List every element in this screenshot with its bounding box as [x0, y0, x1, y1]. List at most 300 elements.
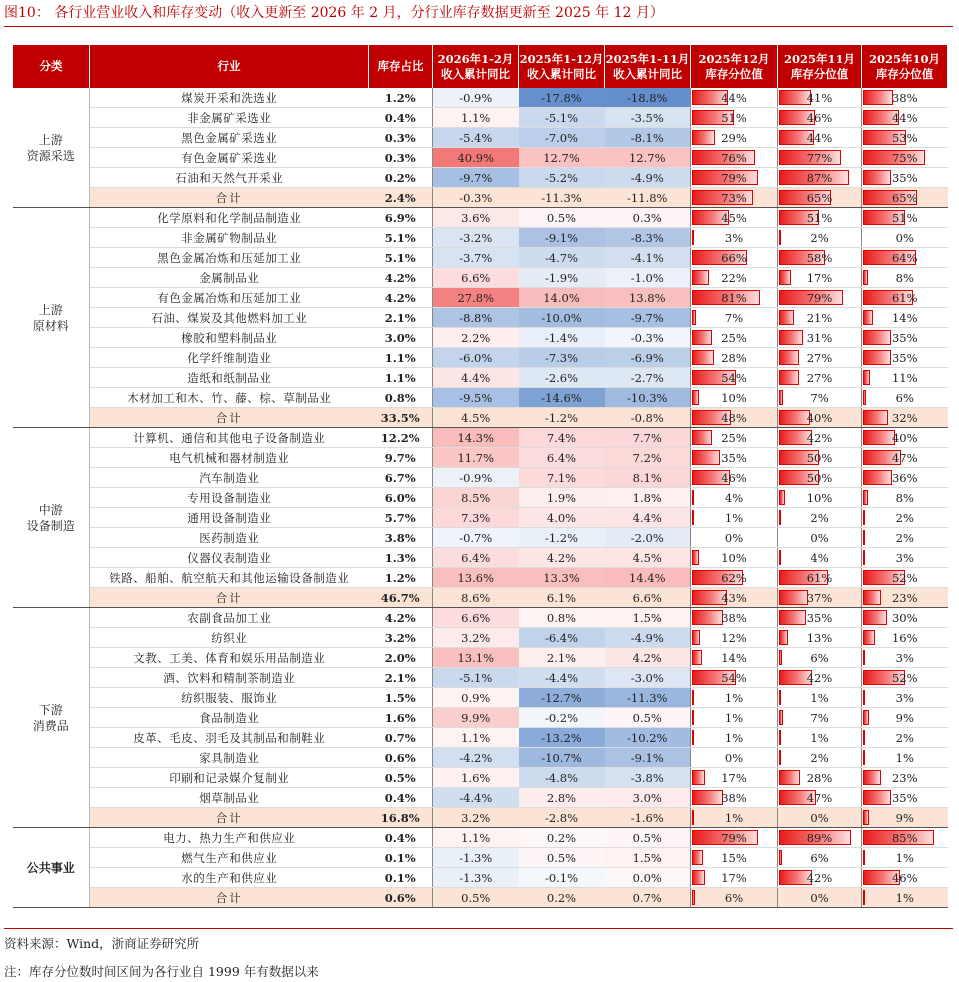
revenue-yoy-cell: -1.4% [519, 328, 605, 348]
revenue-yoy-cell: -8.8% [433, 308, 519, 328]
inventory-percentile-value: 2% [895, 730, 914, 745]
inventory-share: 0.1% [369, 868, 433, 888]
inventory-percentile-cell [862, 488, 948, 508]
revenue-yoy-cell: 13.1% [433, 648, 519, 668]
inventory-percentile-cell [862, 788, 948, 808]
inventory-percentile-value: 42% [806, 430, 833, 445]
industry-name: 非金属矿采选业 [90, 108, 369, 128]
revenue-yoy-cell: 9.9% [433, 708, 519, 728]
revenue-yoy-cell: -10.2% [605, 728, 691, 748]
inventory-percentile-bar [779, 410, 810, 425]
inventory-share: 6.7% [369, 468, 433, 488]
inventory-share: 0.8% [369, 388, 433, 408]
inventory-percentile-value: 1% [724, 690, 744, 705]
inventory-percentile-cell [862, 168, 948, 188]
revenue-yoy-cell: 6.6% [605, 588, 691, 608]
revenue-yoy-cell: -2.7% [605, 368, 691, 388]
inventory-percentile-value: 3% [895, 690, 914, 705]
revenue-yoy-cell: 1.1% [433, 108, 519, 128]
inventory-percentile-value: 1% [810, 730, 829, 745]
inventory-percentile-value: 13% [806, 630, 833, 645]
inventory-percentile-value: 65% [806, 190, 833, 205]
inventory-percentile-cell [778, 408, 862, 428]
inventory-percentile-value: 62% [721, 570, 747, 585]
revenue-yoy-cell: -7.0% [519, 128, 605, 148]
inventory-percentile-value: 66% [721, 250, 747, 265]
inventory-percentile-cell [778, 868, 862, 888]
inventory-percentile-cell [862, 188, 948, 208]
inventory-share: 1.6% [369, 708, 433, 728]
table-row [13, 628, 948, 648]
inventory-percentile-value: 50% [806, 450, 833, 465]
inventory-share: 1.3% [369, 548, 433, 568]
inventory-percentile-cell [778, 268, 862, 288]
revenue-yoy-cell: -0.2% [519, 708, 605, 728]
inventory-percentile-cell [691, 348, 778, 368]
inventory-percentile-bar [779, 750, 781, 765]
figure-title: 图10： 各行业营业收入和库存变动（收入更新至 2026 年 2 月，分行业库存数据更新至 2025 年 12 月） [4, 5, 664, 21]
inventory-percentile-bar [863, 690, 865, 705]
header-category: 分类 [13, 45, 90, 88]
inventory-percentile-cell [691, 688, 778, 708]
inventory-share: 9.7% [369, 448, 433, 468]
inventory-percentile-value: 35% [891, 790, 918, 805]
table-row [13, 788, 948, 808]
inventory-percentile-cell [691, 208, 778, 228]
revenue-yoy-cell: -0.9% [433, 88, 519, 108]
inventory-percentile-bar [863, 810, 869, 825]
inventory-share: 1.1% [369, 368, 433, 388]
inventory-percentile-value: 6% [810, 650, 829, 665]
inventory-percentile-bar [863, 470, 892, 485]
industry-name: 家具制造业 [90, 748, 369, 768]
inventory-percentile-bar [863, 850, 865, 865]
revenue-yoy-cell: -14.6% [519, 388, 605, 408]
total-row [13, 808, 948, 828]
inventory-percentile-cell [862, 808, 948, 828]
inventory-percentile-cell [778, 448, 862, 468]
inventory-percentile-bar [863, 590, 881, 605]
revenue-yoy-cell: 6.4% [433, 548, 519, 568]
inventory-percentile-bar [692, 550, 699, 565]
table-row [13, 848, 948, 868]
inventory-percentile-bar [863, 390, 866, 405]
industry-name: 黑色金属冶炼和压延加工业 [90, 248, 369, 268]
revenue-yoy-cell: 1.5% [605, 608, 691, 628]
table-row [13, 288, 948, 308]
inventory-percentile-cell [778, 188, 862, 208]
inventory-share: 2.4% [369, 188, 433, 208]
inventory-percentile-value: 58% [806, 250, 833, 265]
revenue-yoy-cell: -0.9% [433, 468, 519, 488]
revenue-yoy-cell: -7.3% [519, 348, 605, 368]
inventory-share: 2.0% [369, 648, 433, 668]
inventory-share: 6.0% [369, 488, 433, 508]
inventory-percentile-value: 7% [810, 710, 829, 725]
industry-name: 木材加工和木、竹、藤、棕、草制品业 [90, 388, 369, 408]
inventory-percentile-value: 28% [806, 770, 833, 785]
inventory-percentile-cell [691, 628, 778, 648]
table-row [13, 108, 948, 128]
revenue-yoy-cell: -0.1% [519, 868, 605, 888]
inventory-percentile-value: 38% [891, 90, 918, 105]
industry-name: 纺织业 [90, 628, 369, 648]
inventory-percentile-cell [778, 388, 862, 408]
inventory-percentile-bar [779, 310, 794, 325]
inventory-share: 2.1% [369, 668, 433, 688]
inventory-percentile-value: 47% [891, 450, 918, 465]
inventory-percentile-cell [778, 308, 862, 328]
inventory-percentile-cell [691, 748, 778, 768]
industry-name: 合计 [90, 408, 369, 428]
inventory-share: 33.5% [369, 408, 433, 428]
revenue-yoy-cell: 0.2% [519, 888, 605, 908]
revenue-yoy-cell: 4.2% [605, 648, 691, 668]
industry-name: 化学原料和化学制品制造业 [90, 208, 369, 228]
inventory-percentile-bar [863, 790, 891, 805]
revenue-yoy-cell: 1.1% [433, 728, 519, 748]
inventory-percentile-bar [863, 490, 868, 505]
industry-name: 烟草制品业 [90, 788, 369, 808]
inventory-percentile-cell [862, 228, 948, 248]
inventory-share: 3.2% [369, 628, 433, 648]
inventory-percentile-value: 17% [721, 770, 747, 785]
inventory-percentile-bar [863, 510, 865, 525]
inventory-percentile-cell [862, 628, 948, 648]
inventory-percentile-bar [863, 370, 870, 385]
inventory-share: 16.8% [369, 808, 433, 828]
inventory-percentile-value: 1% [895, 890, 914, 905]
inventory-percentile-cell [862, 888, 948, 908]
inventory-percentile-cell [778, 888, 862, 908]
industry-name: 电力、热力生产和供应业 [90, 828, 369, 848]
inventory-percentile-value: 32% [891, 410, 918, 425]
inventory-percentile-bar [692, 810, 694, 825]
inventory-percentile-bar [692, 350, 714, 365]
revenue-yoy-cell: 0.7% [605, 888, 691, 908]
revenue-yoy-cell: 1.1% [433, 828, 519, 848]
inventory-percentile-bar [779, 610, 806, 625]
revenue-yoy-cell: -6.4% [519, 628, 605, 648]
inventory-percentile-value: 41% [806, 90, 833, 105]
inventory-percentile-cell [862, 568, 948, 588]
inventory-percentile-bar [779, 510, 781, 525]
inventory-percentile-cell [778, 508, 862, 528]
category-cell: 上游 资源采选 [13, 88, 90, 208]
inventory-percentile-cell [691, 508, 778, 528]
inventory-percentile-cell [778, 288, 862, 308]
revenue-yoy-cell: -8.1% [605, 128, 691, 148]
category-cell: 上游 原材料 [13, 208, 90, 428]
revenue-yoy-cell: -0.3% [605, 328, 691, 348]
category-cell: 下游 消费品 [13, 608, 90, 828]
inventory-percentile-bar [863, 890, 865, 905]
inventory-share: 2.1% [369, 308, 433, 328]
inventory-percentile-value: 35% [891, 350, 918, 365]
inventory-percentile-cell [862, 748, 948, 768]
industry-name: 汽车制造业 [90, 468, 369, 488]
inventory-percentile-bar [692, 890, 695, 905]
inventory-percentile-value: 0% [895, 230, 914, 245]
inventory-percentile-bar [863, 310, 873, 325]
inventory-percentile-value: 89% [806, 830, 833, 845]
revenue-yoy-cell: 1.5% [605, 848, 691, 868]
revenue-yoy-cell: -9.1% [605, 748, 691, 768]
inventory-percentile-value: 1% [810, 690, 829, 705]
inventory-percentile-value: 17% [806, 270, 833, 285]
inventory-percentile-bar [863, 770, 881, 785]
industry-name: 计算机、通信和其他电子设备制造业 [90, 428, 369, 448]
inventory-percentile-cell [862, 728, 948, 748]
industry-name: 有色金属矿采选业 [90, 148, 369, 168]
title-rule [4, 26, 953, 27]
inventory-percentile-bar [779, 350, 799, 365]
revenue-yoy-cell: -11.3% [605, 688, 691, 708]
revenue-yoy-cell: 4.5% [605, 548, 691, 568]
inventory-percentile-value: 1% [724, 510, 744, 525]
inventory-share: 5.7% [369, 508, 433, 528]
inventory-percentile-value: 44% [806, 130, 833, 145]
industry-name: 橡胶和塑料制品业 [90, 328, 369, 348]
inventory-percentile-cell [778, 808, 862, 828]
inventory-percentile-bar [692, 790, 723, 805]
category-cell: 中游 设备制造 [13, 428, 90, 608]
revenue-yoy-cell: 0.5% [433, 888, 519, 908]
revenue-yoy-cell: -9.7% [605, 308, 691, 328]
revenue-yoy-cell: -11.8% [605, 188, 691, 208]
revenue-yoy-cell: 7.4% [519, 428, 605, 448]
inventory-percentile-cell [778, 608, 862, 628]
industry-name: 有色金属冶炼和压延加工业 [90, 288, 369, 308]
revenue-yoy-cell: -1.3% [433, 848, 519, 868]
revenue-yoy-cell: 7.2% [605, 448, 691, 468]
inventory-percentile-bar [692, 610, 723, 625]
industry-name: 水的生产和供应业 [90, 868, 369, 888]
inventory-percentile-value: 44% [721, 90, 747, 105]
inventory-percentile-cell [862, 208, 948, 228]
inventory-percentile-value: 87% [806, 170, 833, 185]
inventory-percentile-value: 44% [891, 110, 918, 125]
inventory-percentile-cell [862, 308, 948, 328]
inventory-percentile-bar [863, 530, 865, 545]
revenue-yoy-cell: -3.8% [605, 768, 691, 788]
inventory-share: 5.1% [369, 248, 433, 268]
revenue-yoy-cell: -0.8% [605, 408, 691, 428]
table-row [13, 508, 948, 528]
inventory-percentile-value: 81% [721, 290, 747, 305]
table-row [13, 388, 948, 408]
inventory-share: 46.7% [369, 588, 433, 608]
inventory-percentile-bar [863, 630, 875, 645]
industry-name: 农副食品加工业 [90, 608, 369, 628]
inventory-percentile-cell [862, 448, 948, 468]
revenue-yoy-cell: -4.4% [519, 668, 605, 688]
inventory-percentile-bar [692, 490, 694, 505]
inventory-percentile-value: 16% [891, 630, 918, 645]
inventory-percentile-cell [778, 688, 862, 708]
inventory-percentile-cell [862, 268, 948, 288]
inventory-percentile-cell [691, 848, 778, 868]
inventory-percentile-bar [863, 550, 865, 565]
revenue-yoy-cell: 0.0% [605, 868, 691, 888]
inventory-percentile-cell [862, 588, 948, 608]
revenue-yoy-cell: -6.9% [605, 348, 691, 368]
table-row [13, 468, 948, 488]
revenue-yoy-cell: -5.1% [519, 108, 605, 128]
revenue-yoy-cell: 27.8% [433, 288, 519, 308]
inventory-percentile-value: 3% [895, 650, 914, 665]
inventory-share: 4.2% [369, 288, 433, 308]
inventory-percentile-bar [692, 630, 700, 645]
category-cell: 公共事业 [13, 828, 90, 908]
inventory-percentile-bar [779, 550, 781, 565]
inventory-percentile-value: 40% [806, 410, 833, 425]
revenue-yoy-cell: -18.8% [605, 88, 691, 108]
table-row [13, 608, 948, 628]
inventory-percentile-cell [778, 568, 862, 588]
inventory-percentile-bar [692, 270, 709, 285]
industry-name: 电气机械和器材制造业 [90, 448, 369, 468]
industry-name: 化学纤维制造业 [90, 348, 369, 368]
revenue-yoy-cell: -5.1% [433, 668, 519, 688]
revenue-yoy-cell: 3.2% [433, 808, 519, 828]
industry-name: 石油、煤炭及其他燃料加工业 [90, 308, 369, 328]
table-row [13, 208, 948, 228]
inventory-percentile-cell [778, 488, 862, 508]
inventory-percentile-bar [779, 770, 800, 785]
table-row [13, 128, 948, 148]
inventory-percentile-bar [779, 690, 781, 705]
revenue-yoy-cell: 13.3% [519, 568, 605, 588]
inventory-percentile-cell [691, 728, 778, 748]
inventory-percentile-bar [863, 430, 895, 445]
inventory-percentile-value: 79% [721, 170, 747, 185]
inventory-percentile-value: 36% [891, 470, 918, 485]
inventory-percentile-cell [778, 88, 862, 108]
inventory-percentile-cell [862, 368, 948, 388]
table-row [13, 168, 948, 188]
inventory-percentile-cell [862, 88, 948, 108]
revenue-yoy-cell: 6.6% [433, 268, 519, 288]
inventory-percentile-value: 15% [721, 850, 747, 865]
revenue-yoy-cell: -8.3% [605, 228, 691, 248]
inventory-percentile-cell [691, 168, 778, 188]
inventory-percentile-value: 1% [724, 810, 744, 825]
inventory-percentile-value: 61% [891, 290, 918, 305]
inventory-percentile-value: 21% [806, 310, 833, 325]
revenue-yoy-cell: 40.9% [433, 148, 519, 168]
inventory-percentile-value: 8% [895, 270, 914, 285]
inventory-percentile-bar [779, 270, 791, 285]
revenue-yoy-cell: 2.8% [519, 788, 605, 808]
header-industry: 行业 [90, 45, 369, 88]
inventory-percentile-value: 61% [806, 570, 833, 585]
inventory-percentile-value: 3% [895, 550, 914, 565]
inventory-share: 3.8% [369, 528, 433, 548]
inventory-percentile-cell [778, 528, 862, 548]
inventory-percentile-value: 10% [721, 390, 747, 405]
inventory-percentile-value: 76% [721, 150, 747, 165]
revenue-yoy-cell: 12.7% [605, 148, 691, 168]
inventory-percentile-value: 85% [891, 830, 918, 845]
inventory-percentile-cell [862, 148, 948, 168]
inventory-percentile-value: 14% [721, 650, 747, 665]
industry-table [12, 45, 948, 908]
inventory-percentile-cell [691, 88, 778, 108]
inventory-percentile-bar [692, 390, 699, 405]
industry-name: 仪器仪表制造业 [90, 548, 369, 568]
revenue-yoy-cell: 8.1% [605, 468, 691, 488]
inventory-percentile-value: 9% [895, 710, 914, 725]
inventory-percentile-value: 27% [806, 370, 833, 385]
inventory-percentile-bar [863, 410, 888, 425]
inventory-percentile-cell [691, 268, 778, 288]
header-rev-2026-1-2: 2026年1-2月 收入累计同比 [433, 45, 519, 88]
industry-name: 文教、工美、体育和娱乐用品制造业 [90, 648, 369, 668]
revenue-yoy-cell: 4.4% [433, 368, 519, 388]
inventory-percentile-cell [691, 428, 778, 448]
revenue-yoy-cell: 8.6% [433, 588, 519, 608]
inventory-percentile-value: 28% [721, 350, 747, 365]
inventory-percentile-cell [691, 368, 778, 388]
inventory-percentile-value: 51% [891, 210, 918, 225]
header-rev-2025-1-12: 2025年1-12月 收入累计同比 [519, 45, 605, 88]
table-row [13, 768, 948, 788]
inventory-percentile-cell [691, 288, 778, 308]
inventory-percentile-value: 50% [806, 470, 833, 485]
inventory-percentile-bar [863, 90, 893, 105]
inventory-share: 0.4% [369, 828, 433, 848]
revenue-yoy-cell: -10.7% [519, 748, 605, 768]
table-row [13, 868, 948, 888]
inventory-percentile-bar [692, 770, 705, 785]
inventory-percentile-value: 75% [891, 150, 918, 165]
inventory-percentile-bar [779, 590, 808, 605]
inventory-percentile-value: 2% [895, 510, 914, 525]
inventory-percentile-value: 23% [891, 770, 918, 785]
inventory-percentile-cell [691, 828, 778, 848]
revenue-yoy-cell: 1.6% [433, 768, 519, 788]
inventory-percentile-cell [778, 148, 862, 168]
revenue-yoy-cell: -4.1% [605, 248, 691, 268]
industry-name: 合计 [90, 188, 369, 208]
inventory-percentile-cell [862, 768, 948, 788]
inventory-percentile-cell [691, 308, 778, 328]
inventory-percentile-cell [778, 208, 862, 228]
revenue-yoy-cell: -10.3% [605, 388, 691, 408]
revenue-yoy-cell: 13.8% [605, 288, 691, 308]
inventory-percentile-value: 1% [724, 730, 744, 745]
revenue-yoy-cell: 1.9% [519, 488, 605, 508]
revenue-yoy-cell: 4.2% [519, 548, 605, 568]
inventory-percentile-value: 0% [810, 810, 829, 825]
inventory-percentile-value: 38% [721, 610, 747, 625]
revenue-yoy-cell: 14.0% [519, 288, 605, 308]
inventory-percentile-cell [691, 568, 778, 588]
source-note: 资料来源：Wind，浙商证券研究所 [4, 936, 200, 951]
revenue-yoy-cell: -11.3% [519, 188, 605, 208]
inventory-percentile-cell [691, 188, 778, 208]
inventory-percentile-cell [862, 608, 948, 628]
inventory-share: 0.6% [369, 888, 433, 908]
inventory-percentile-cell [778, 768, 862, 788]
industry-name: 医药制造业 [90, 528, 369, 548]
inventory-percentile-cell [691, 668, 778, 688]
inventory-percentile-value: 0% [810, 890, 829, 905]
inventory-percentile-value: 79% [721, 830, 747, 845]
revenue-yoy-cell: -1.3% [433, 868, 519, 888]
inventory-percentile-value: 52% [891, 670, 918, 685]
